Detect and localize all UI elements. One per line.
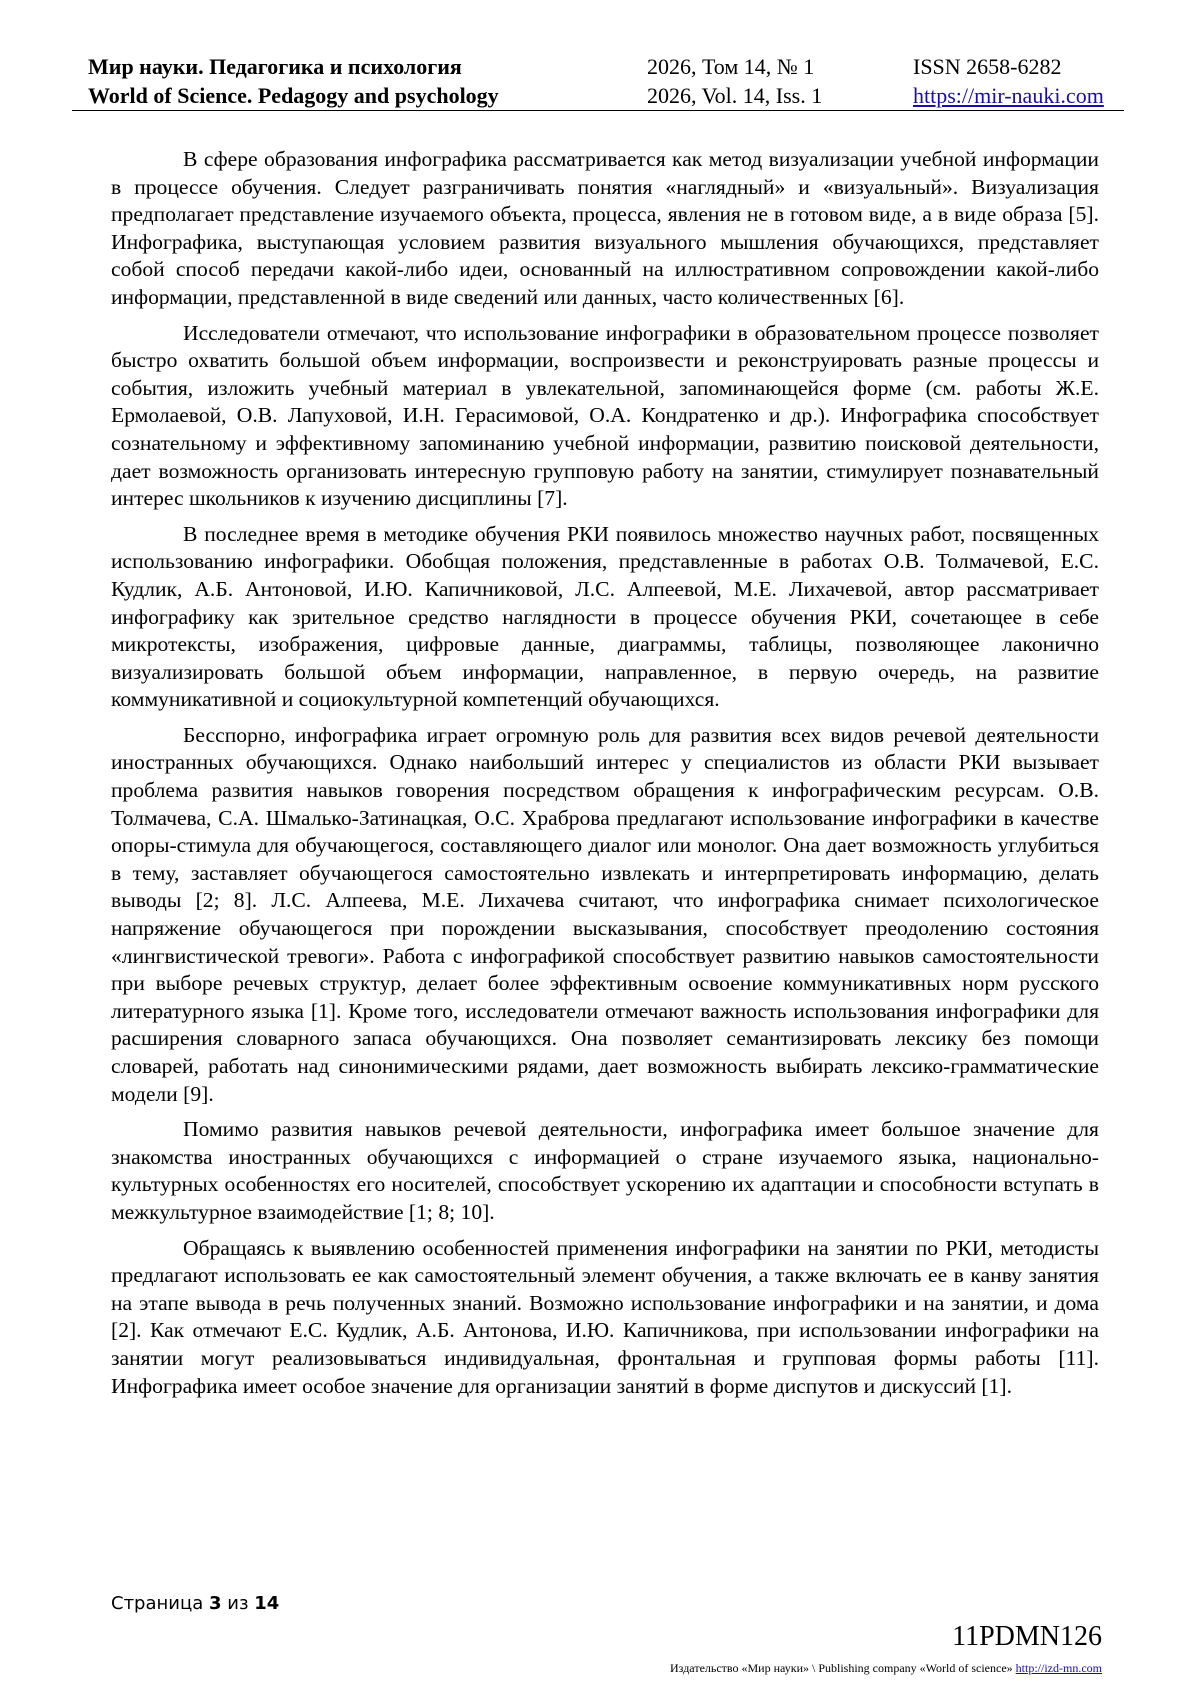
publisher-text: Издательство «Мир науки» \ Publishing company «World of science» — [670, 1661, 1013, 1675]
paragraph: Обращаясь к выявлению особенностей применения инфографики на занятии по РКИ, методисты предлагают использовать ее как самостоятельный элемент обучения, а также включать ее в канву занятия на этапе вывода в речь полученных знаний. Возможно использование инфографики и на занятии, и дома [2]. Как отмечают Е.С. Кудлик, А.Б. Антонова, И.Ю. Капичникова, при использовании инфографики на занятии могут реализовываться индивидуальная, фронтальная и групповая формы работы [11]. Инфографика имеет особое значение для организации занятий в форме диспутов и дискуссий [1]. — [111, 1235, 1099, 1398]
page-current: 3 — [209, 1593, 222, 1614]
paragraph: В сфере образования инфографика рассматривается как метод визуализации учебной информации в процессе обучения. Следует разграничивать понятия «наглядный» и «визуальный». Визуализация предполагает представление изучаемого объекта, процесса, явления не в готовом виде, а в виде образа [5]. Инфографика, выступающая условием развития визуального мышления обучающихся, представляет собой способ передачи какой-либо идеи, основанный на иллюстративном сопровождении какой-либо информации, представленной в виде сведений или данных, часто количественных [6]. — [111, 147, 1099, 309]
journal-url-link[interactable]: https://mir-nauki.com — [913, 83, 1104, 108]
running-header — [72, 52, 1124, 110]
page-total: 14 — [254, 1593, 280, 1614]
journal-title — [88, 52, 499, 110]
page-of: из — [227, 1593, 249, 1614]
issue-en: 2026, Vol. 14, Iss. 1 — [647, 83, 823, 108]
publisher-link[interactable]: http://izd-mn.com — [1015, 1661, 1102, 1675]
paragraph: Помимо развития навыков речевой деятельности, инфографика имеет большое значение для знакомства иностранных обучающихся с информацией о стране изучаемого языка, национально-культурных особенностях его носителей, способствует ускорению их адаптации и способности вступать в межкультурное взаимодействие [1; 8; 10]. — [111, 1117, 1099, 1224]
issn: ISSN 2658-6282 — [913, 54, 1062, 79]
header-rule — [72, 110, 1124, 111]
publisher-line — [670, 1661, 1102, 1676]
issue-ru: 2026, Том 14, № 1 — [647, 54, 815, 79]
article-body — [111, 146, 1099, 1408]
journal-title-ru: Мир науки. Педагогика и психология — [88, 54, 462, 79]
article-code: 11PDMN126 — [952, 1621, 1102, 1652]
page-word: Страница — [111, 1593, 204, 1614]
paragraph: Исследователи отмечают, что использование инфографики в образовательном процессе позволяет быстро охватить большой объем информации, воспроизвести и реконструировать разные процессы и события, изложить учебный материал в увлекательной, запоминающейся форме (см. работы Ж.Е. Ермолаевой, О.В. Лапуховой, И.Н. Герасимовой, О.А. Кондратенко и др.). Инфографика способствует сознательному и эффективному запоминанию учебной информации, развитию поисковой деятельности, дает возможность организовать интересную групповую работу на занятии, стимулирует познавательный интерес школьников к изучению дисциплины [7]. — [111, 320, 1099, 511]
journal-title-en: World of Science. Pedagogy and psychology — [88, 83, 499, 108]
paragraph: В последнее время в методике обучения РКИ появилось множество научных работ, посвященных использованию инфографики. Обобщая положения, представленные в работах О.В. Толмачевой, Е.С. Кудлик, А.Б. Антоновой, И.Ю. Капичниковой, Л.С. Алпеевой, М.Е. Лихачевой, автор рассматривает инфографику как зрительное средство наглядности в процессе обучения РКИ, сочетающее в себе микротексты, изображения, цифровые данные, диаграммы, таблицы, позволяющее лаконично визуализировать большой объем информации, направленное, в первую очередь, на развитие коммуникативной и социокультурной компетенций обучающихся. — [111, 521, 1099, 712]
issn-block — [913, 52, 1104, 110]
page-number — [111, 1593, 279, 1614]
issue-info — [647, 52, 822, 110]
paragraph: Бесспорно, инфографика играет огромную роль для развития всех видов речевой деятельности иностранных обучающихся. Однако наибольший интерес у специалистов из области РКИ вызывает проблема развития навыков говорения посредством обращения к инфографическим ресурсам. О.В. Толмачева, С.А. Шмалько-Затинацкая, О.С. Храброва предлагают использование инфографики в качестве опоры-стимула для обучающегося, составляющего диалог или монолог. Она дает возможность углубиться в тему, заставляет обучающегося самостоятельно извлекать и интерпретировать информацию, делать выводы [2; 8]. Л.С. Алпеева, М.Е. Лихачева считают, что инфографика снимает психологическое напряжение обучающегося при порождении высказывания, способствует преодолению состояния «лингвистической тревоги». Работа с инфографикой способствует развитию навыков самостоятельности при выборе речевых структур, делает более эффективным освоение коммуникативных норм русского литературного языка [1]. Кроме того, исследователи отмечают важность использования инфографики для расширения словарного запаса обучающихся. Она позволяет семантизировать лексику без помощи словарей, работать над синонимическими рядами, дает возможность выбирать лексико-грамматические модели [9]. — [111, 722, 1099, 1106]
